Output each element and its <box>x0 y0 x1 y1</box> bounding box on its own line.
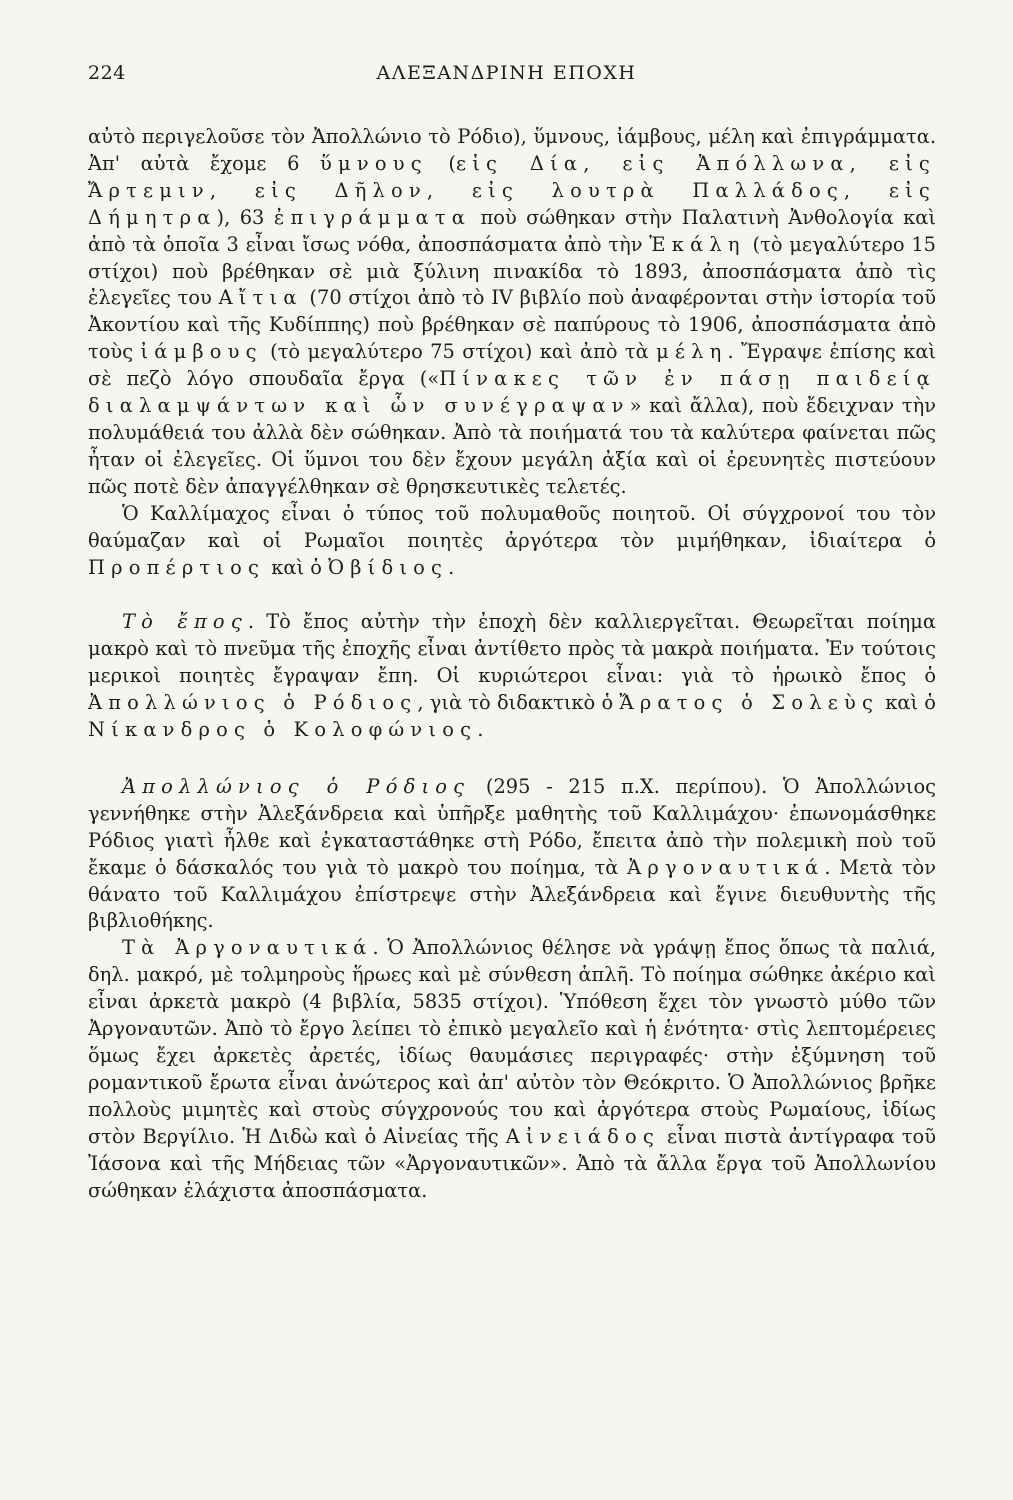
text-run: αὐτὸ περιγελοῦσε τὸν Ἀπολλώνιο τὸ Ρόδιο), ὕμνους, ἰάμβους, μέλη καὶ ἐπιγράμματα. Ἀπ' αὐτὰ ἔχομε 6 <box>88 125 936 175</box>
emphasized-text: Ἀπολλώνιος ὁ Ρόδιος <box>88 691 418 715</box>
text-run: ( <box>427 151 456 175</box>
text-run: , γιὰ τὸ διδακτικὸ ὁ <box>417 691 620 715</box>
text-run: ποὺ σώθηκαν στὴν Παλατινὴ Ἀνθολογία καὶ ἀπὸ τὰ ὁποῖα 3 εἶναι ἴσως νόθα, ἀποσπάσματα ἀπὸ τὴν <box>88 205 936 256</box>
text-run: . <box>448 555 455 579</box>
text-run: καὶ ὁ <box>265 555 329 579</box>
text-run: Ὁ Καλλίμαχος εἶναι ὁ τύπος τοῦ πολυμαθοῦς ποιητοῦ. Οἱ σύγχρονοί του τὸν θαύμαζαν καὶ οἱ Ρωμαῖοι ποιητὲς ἀργότερα τὸν μιμήθηκαν, ἰδιαίτερα ὁ <box>88 501 936 552</box>
page-number: 224 <box>88 62 126 84</box>
emphasized-text: Ἀπολλώνιος ὁ Ρόδιος <box>122 774 471 798</box>
text-run: . Τὸ ἔπος αὐτὴν τὴν ἐποχὴ δὲν καλλιεργεῖται. Θεωρεῖται ποίημα μακρὸ καὶ τὸ πνεῦμα τῆς ἐποχῆς εἶναι ἀντίθετο πρὸς τὰ μακρὰ ποιήματα. Ἐν τούτοις μερικοὶ ποιητὲς ἔγραψαν ἔπη. Οἱ κυριώτεροι εἶναι: γιὰ τὸ ἡρωικὸ ἔπος ὁ <box>88 610 936 688</box>
paragraph <box>88 609 936 744</box>
emphasized-text: Ἀργοναυτικά <box>627 855 825 879</box>
paragraph <box>88 774 936 935</box>
emphasized-text: Προπέρτιος <box>88 555 266 579</box>
text-run: . <box>477 718 484 742</box>
emphasized-text: Πίνακες τῶν ἐν πάσῃ παιδείᾳ διαλαμψάντων καὶ ὧν συνέγραψαν <box>88 367 936 418</box>
emphasized-text: Ἄρατος ὁ Σολεὺς <box>619 691 880 715</box>
text-run: (τὸ μεγαλύτερο 15 στίχοι) ποὺ βρέθηκαν σὲ μιὰ ξύλινη πινακίδα τὸ 1893, ἀποσπάσματα ἀπὸ τὶς ἐλεγεῖες του <box>88 232 936 310</box>
text-run: . Ὁ Ἀπολλώνιος θέλησε νὰ γράψῃ ἔπος ὅπως τὰ παλιά, δηλ. μακρό, μὲ τολμηροὺς ἥρωες καὶ μὲ σύνθεση ἁπλῆ. Τὸ ποίημα σώθηκε ἀκέριο καὶ εἶναι ἀρκετὰ μακρὸ (4 βιβλία, 5835 στίχοι). Ὑπόθεση ἔχει τὸν γνωστὸ μύθο τῶν Ἀργοναυτῶν. Ἀπὸ τὸ ἔργο λείπει τὸ ἐπικὸ μεγαλεῖο καὶ ἡ ἑνότητα· στὶς λεπτομέρειες ὅμως ἔχει ἀρκετὲς ἀρετές, ἰδίως θαυμάσιες περιγραφές· στὴν ἐξύμνηση τοῦ ρομαντικοῦ ἔρωτα εἶναι ἀνώτερος καὶ ἀπ' αὐτὸν τὸν Θεόκριτο. Ὁ Ἀπολλώνιος βρῆκε πολλοὺς μιμητὲς καὶ στοὺς σύγχρονούς του καὶ ἀργότερα στοὺς Ρωμαίους, ἰδίως στὸν Βεργίλιο. Ἡ Διδὼ καὶ ὁ Αἰνείας τῆς <box>88 936 936 1148</box>
paragraph <box>88 124 936 501</box>
text-run: (70 στίχοι ἀπὸ τὸ IV βιβλίο ποὺ ἀναφέρονται στὴν ἱστορία τοῦ Ἀκοντίου καὶ τῆς Κυδίππης) ποὺ βρέθηκαν σὲ παπύρους τὸ 1906, ἀποσπάσματα ἀπὸ τοὺς <box>88 286 936 364</box>
paragraph <box>88 501 936 582</box>
text-run: εἶναι πιστὰ ἀντίγραφα τοῦ Ἰάσονα καὶ τῆς Μήδειας τῶν «Ἀργοναυτικῶν». Ἀπὸ τὰ ἄλλα ἔργα τοῦ Ἀπολλωνίου σώθηκαν ἐλάχιστα ἀποσπάσματα. <box>88 1124 936 1202</box>
body-text <box>88 124 936 1204</box>
emphasized-text: Αἰνειάδος <box>505 1124 660 1148</box>
emphasized-text: μέλη <box>656 340 728 364</box>
emphasized-text: Ὀβίδιος <box>328 555 449 579</box>
page-header <box>88 62 925 92</box>
emphasized-text: ἐπιγράμματα <box>273 205 472 229</box>
emphasized-text: Τὰ Ἀργοναυτικά <box>122 936 373 960</box>
paragraph <box>88 935 936 1204</box>
running-head: ΑΛΕΞΑΝΔΡΙΝΗ ΕΠΟΧΗ <box>376 62 637 84</box>
text-run: . Μετὰ τὸν θάνατο τοῦ Καλλιμάχου ἐπίστρεψε στὴν Ἀλεξάνδρεια καὶ ἔγινε διευθυντὴς τῆς βιβλιοθήκης. <box>88 855 936 933</box>
text-run: ), 63 <box>216 205 274 229</box>
emphasized-text: Τὸ ἔπος <box>122 610 248 634</box>
emphasized-text: Νίκανδρος ὁ Κολοφώνιος <box>88 718 478 742</box>
text-run: » καὶ ἄλλα), ποὺ ἔδειχναν τὴν πολυμάθειά του ἀλλὰ δὲν σώθηκαν. Ἀπὸ τὰ ποιήματά του τὰ καλύτερα φαίνεται πῶς ἦταν οἱ ἐλεγεῖες. Οἱ ὕμνοι του δὲν ἔχουν μεγάλη ἀξία καὶ οἱ ἐρευνητὲς πιστεύουν πῶς ποτὲ δὲν ἀπαγγέλθηκαν σὲ θρησκευτικὲς τελετές. <box>88 394 937 498</box>
emphasized-text: Ἑκάλη <box>649 232 746 256</box>
emphasized-text: ὕμνους <box>320 151 428 175</box>
emphasized-text: εἰς Δία, εἰς Ἀπόλλωνα, εἰς Ἄρτεμιν, εἰς Δῆλον, εἰς λουτρὰ Παλλάδος, εἰς Δήμητρα <box>88 151 936 229</box>
text-run: (295 - 215 π.Χ. περίπου). Ὁ Ἀπολλώνιος γεννήθηκε στὴν Ἀλεξάνδρεια καὶ ὑπῆρξε μαθητὴς τοῦ Καλλιμάχου· ἐπωνομάσθηκε Ρόδιος γιατὶ ἦλθε καὶ ἐγκαταστάθηκε στὴ Ρόδο, ἔπειτα ἀπὸ τὴν πολεμικὴ ποὺ τοῦ ἔκαμε ὁ δάσκαλός του γιὰ τὸ μακρὸ του ποίημα, τὰ <box>88 774 936 879</box>
text-run: (τὸ μεγαλύτερο 75 στίχοι) καὶ ἀπὸ τὰ <box>262 340 657 364</box>
text-run: καὶ ὁ <box>879 691 936 715</box>
emphasized-text: Αἴτια <box>218 286 303 310</box>
emphasized-text: ἰάμβους <box>140 340 263 364</box>
text-run: . Ἔγραψε ἐπίσης καὶ σὲ πεζὸ λόγο σπουδαῖα ἔργα (« <box>88 340 937 391</box>
